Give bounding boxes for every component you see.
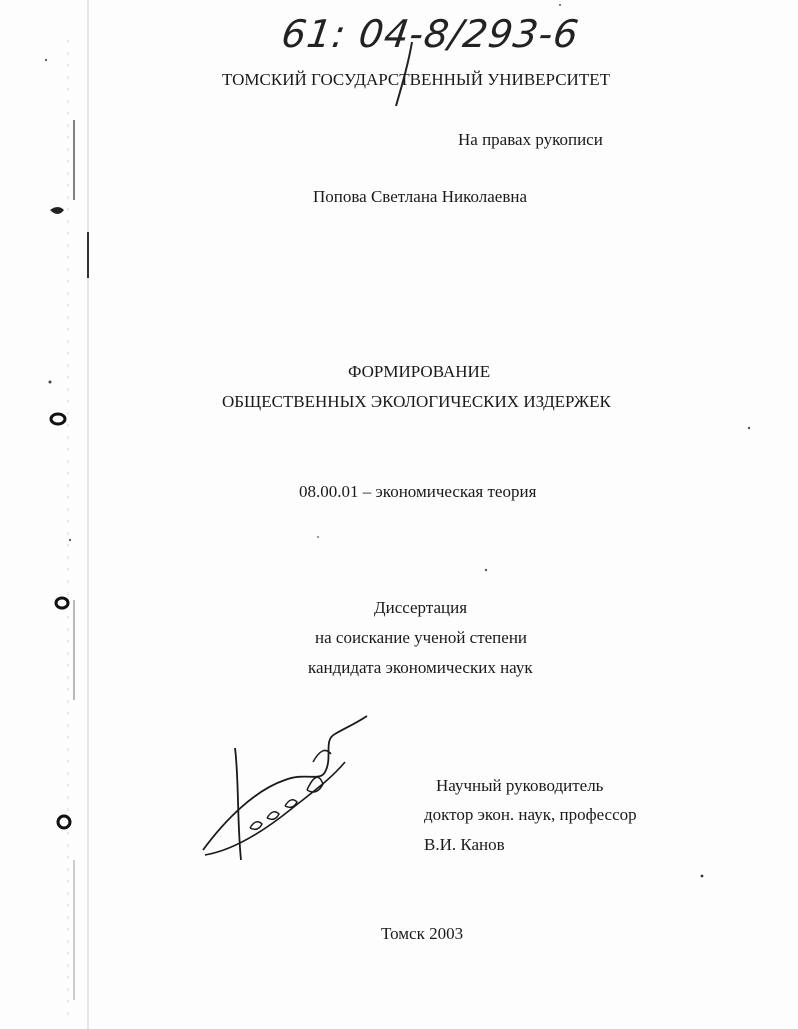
rights-note: На правах рукописи [458, 130, 603, 149]
binding-hole-mark-1 [50, 207, 64, 214]
title-line-2: ОБЩЕСТВЕННЫХ ЭКОЛОГИЧЕСКИХ ИЗДЕРЖЕК [222, 392, 611, 411]
city-year: Томск 2003 [381, 924, 464, 943]
binding-hole-mark-3 [56, 598, 68, 608]
university-name: ТОМСКИЙ ГОСУДАРСТВЕННЫЙ УНИВЕРСИТЕТ [222, 70, 610, 89]
supervisor-degree: доктор экон. наук, профессор [424, 805, 637, 824]
dissertation-line-2: на соискание ученой степени [315, 628, 528, 647]
binding-margin-marks [0, 0, 110, 1029]
author-name: Попова Светлана Николаевна [313, 187, 528, 206]
specialty-code: 08.00.01 – экономическая теория [299, 482, 537, 501]
supervisor-name: В.И. Канов [424, 835, 505, 854]
archive-code-handwritten: 61: 04-8/293-6 [278, 12, 582, 56]
dissertation-line-1: Диссертация [374, 598, 468, 617]
title-line-1: ФОРМИРОВАНИЕ [348, 362, 491, 381]
handwritten-signature [195, 710, 375, 870]
supervisor-role: Научный руководитель [436, 776, 604, 795]
binding-hole-mark-2 [51, 414, 65, 424]
dissertation-line-3: кандидата экономических наук [308, 658, 533, 677]
